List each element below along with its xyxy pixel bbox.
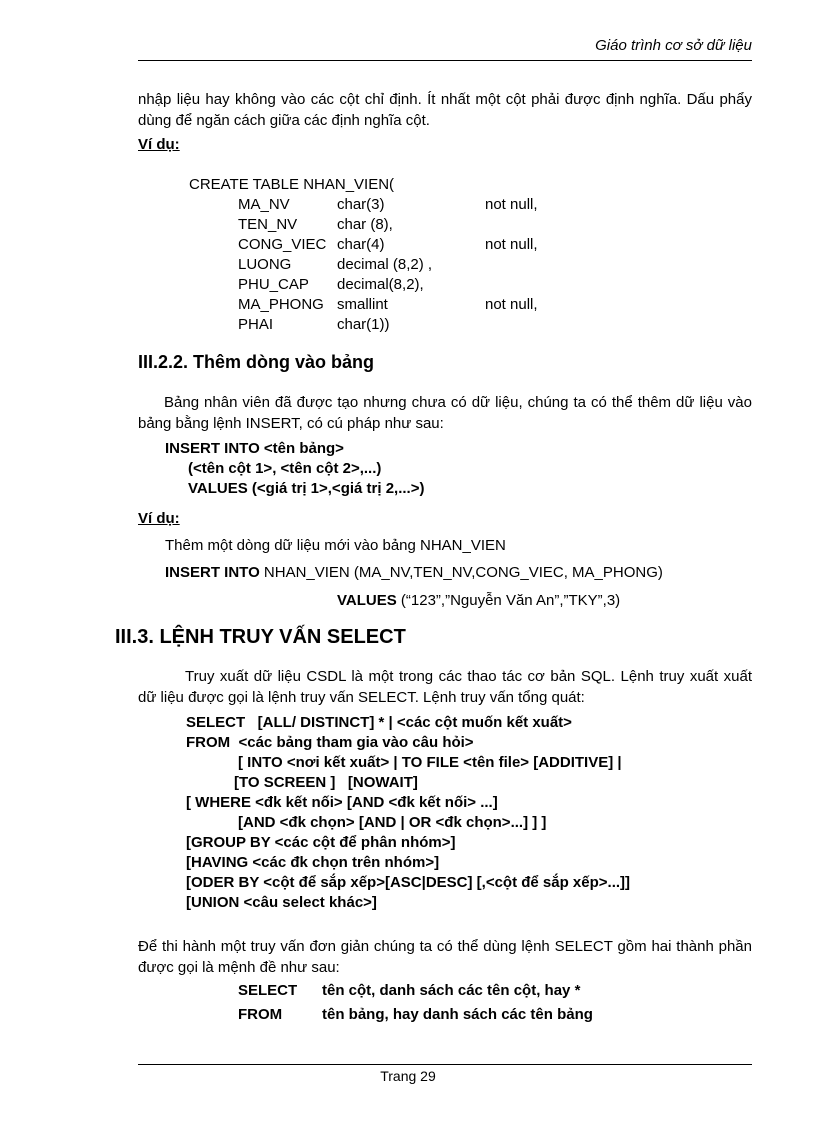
insert-example-rest: NHAN_VIEN (MA_NV,TEN_NV,CONG_VIEC, MA_PHONG) bbox=[259, 564, 663, 581]
clause-description: tên bảng, hay danh sách các tên bảng bbox=[322, 1006, 593, 1023]
column-name: TEN_NV bbox=[238, 216, 298, 233]
select-syntax-line: FROM <các bảng tham gia vào câu hỏi> bbox=[186, 734, 474, 751]
select-syntax-line: [TO SCREEN ] [NOWAIT] bbox=[234, 774, 418, 791]
clause-keyword: FROM bbox=[238, 1006, 283, 1023]
column-constraint: not null, bbox=[485, 196, 538, 213]
intro-paragraph: nhập liệu hay không vào các cột chỉ định. Ít nhất một cột phải được định nghĩa. Dấu phẩy dùng để ngăn cách giữa các định nghĩa cột. bbox=[138, 91, 752, 129]
select-syntax-line: [ODER BY <cột để sắp xếp>[ASC|DESC] [,<cột để sắp xếp>...]] bbox=[186, 874, 631, 891]
column-constraint: not null, bbox=[485, 236, 538, 253]
insert-keyword: INSERT INTO bbox=[165, 564, 260, 581]
select-syntax-line: [ INTO <nơi kết xuất> | TO FILE <tên file> [ADDITIVE] | bbox=[238, 754, 622, 771]
running-header-title: Giáo trình cơ sở dữ liệu bbox=[595, 37, 752, 54]
column-name: MA_PHONG bbox=[238, 296, 324, 313]
create-table-header: CREATE TABLE NHAN_VIEN( bbox=[189, 176, 395, 193]
column-type: char (8), bbox=[337, 216, 393, 233]
column-name: PHAI bbox=[238, 316, 274, 333]
select-syntax-line: SELECT [ALL/ DISTINCT] * | <các cột muốn kết xuất> bbox=[186, 714, 572, 731]
values-keyword: VALUES bbox=[337, 592, 397, 609]
example-description: Thêm một dòng dữ liệu mới vào bảng NHAN_VIEN bbox=[165, 537, 506, 554]
clause-keyword: SELECT bbox=[238, 982, 298, 999]
column-type: decimal(8,2), bbox=[337, 276, 424, 293]
footer-rule bbox=[138, 1064, 752, 1065]
column-type: smallint bbox=[337, 296, 388, 313]
section-heading-33: III.3. LỆNH TRUY VẤN SELECT bbox=[115, 626, 406, 648]
section-322-paragraph: Bảng nhân viên đã được tạo nhưng chưa có dữ liệu, chúng ta có thể thêm dữ liệu vào bảng bằng lệnh INSERT, có cú pháp như sau: bbox=[138, 394, 752, 432]
column-type: char(4) bbox=[337, 236, 385, 253]
column-name: LUONG bbox=[238, 256, 292, 273]
values-example-line bbox=[337, 592, 620, 609]
insert-example-line bbox=[165, 564, 663, 581]
example-label: Ví dụ: bbox=[138, 510, 180, 527]
column-type: char(1)) bbox=[337, 316, 390, 333]
select-syntax-line: [UNION <câu select khác>] bbox=[186, 894, 377, 911]
column-name: PHU_CAP bbox=[238, 276, 309, 293]
insert-syntax-line: VALUES (<giá trị 1>,<giá trị 2,...>) bbox=[188, 480, 425, 497]
section-heading-322: III.2.2. Thêm dòng vào bảng bbox=[138, 352, 375, 372]
column-name: MA_NV bbox=[238, 196, 290, 213]
select-syntax-line: [GROUP BY <các cột để phân nhóm>] bbox=[186, 834, 456, 851]
clause-description: tên cột, danh sách các tên cột, hay * bbox=[322, 982, 581, 999]
column-name: CONG_VIEC bbox=[238, 236, 327, 253]
column-type: char(3) bbox=[337, 196, 385, 213]
column-type: decimal (8,2) , bbox=[337, 256, 433, 273]
insert-syntax-line: (<tên cột 1>, <tên cột 2>,...) bbox=[188, 460, 382, 477]
page-number: Trang 29 bbox=[380, 1068, 436, 1084]
column-constraint: not null, bbox=[485, 296, 538, 313]
values-example-rest: (“123”,”Nguyễn Văn An”,”TKY”,3) bbox=[396, 592, 621, 609]
example-label: Ví dụ: bbox=[138, 136, 180, 153]
select-syntax-line: [AND <đk chọn> [AND | OR <đk chọn>...] ] ] bbox=[238, 814, 547, 831]
select-syntax-line: [HAVING <các đk chọn trên nhóm>] bbox=[186, 854, 440, 871]
select-syntax-line: [ WHERE <đk kết nối> [AND <đk kết nối> ...] bbox=[186, 794, 498, 811]
insert-syntax-line: INSERT INTO <tên bảng> bbox=[165, 440, 344, 457]
header-rule bbox=[138, 60, 752, 61]
section-33-paragraph: Truy xuất dữ liệu CSDL là một trong các thao tác cơ bản SQL. Lệnh truy xuất xuất dữ liệu được gọi là lệnh truy vấn SELECT. Lệnh truy vấn tổng quát: bbox=[138, 668, 752, 706]
section-33-paragraph-2: Để thi hành một truy vấn đơn giản chúng ta có thể dùng lệnh SELECT gồm hai thành phần được gọi là mệnh đề như sau: bbox=[138, 938, 752, 976]
